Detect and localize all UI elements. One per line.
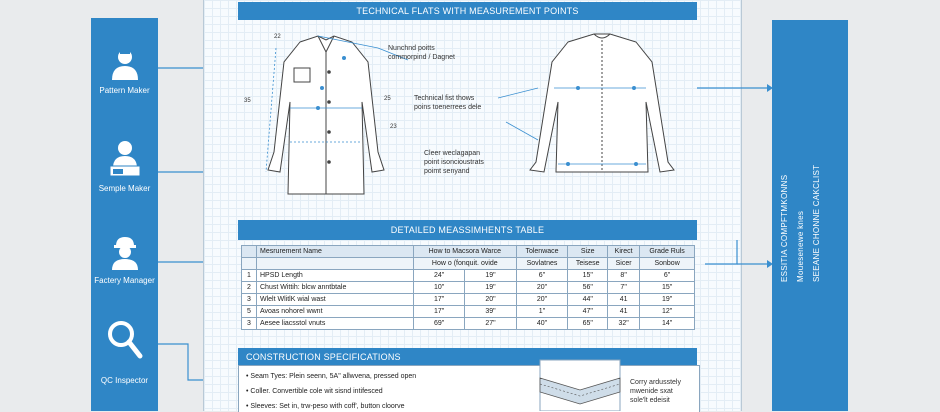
- table-header-cell: How to Macsora Warce: [414, 246, 517, 258]
- flats-note-3: Cleer weclagapan point isoncioustrats poimt senyand: [424, 150, 484, 175]
- role-label: QC Inspector: [100, 376, 149, 385]
- table-cell: Avoas nohorel wwnt: [257, 306, 414, 318]
- table-cell: 41: [608, 294, 640, 306]
- pattern-maker-icon: [110, 48, 140, 80]
- role-label: Factery Manager: [94, 276, 155, 285]
- table-cell: 8": [608, 270, 640, 282]
- construction-title: CONSTRUCTION SPECIFICATIONS: [238, 348, 697, 366]
- sample-maker-icon: [109, 140, 141, 178]
- table-header-row: [242, 246, 695, 258]
- table-row: [242, 270, 695, 282]
- table-header-cell: Grade Ruls: [640, 246, 695, 258]
- table-row: [242, 294, 695, 306]
- table-header-cell: Mesrurement Name: [257, 246, 414, 258]
- table-cell: 2: [242, 282, 257, 294]
- flats-note-1: Nunchnd poitts commorpind / Dagnet: [388, 45, 455, 61]
- num-header: [242, 246, 257, 258]
- table-cell: 6": [640, 270, 695, 282]
- table-cell: Wlelt WlitlK wial wast: [257, 294, 414, 306]
- factory-manager-icon: [110, 234, 140, 270]
- point-label: 22: [274, 34, 281, 40]
- table-subheader-cell: How o (fonquit. ovide: [414, 258, 517, 270]
- table-row: [242, 318, 695, 330]
- table-cell: 6": [516, 270, 568, 282]
- table-cell: 24": [414, 270, 465, 282]
- measurement-table: [241, 245, 695, 330]
- table-cell: 20": [516, 282, 568, 294]
- bullet-text: Sleeves: Set in, trw-peso with coff', button cloorve: [250, 403, 405, 410]
- construction-bullet: • Seam Tyes: Plein seenn, 5A" allwvena, pressed open: [246, 373, 417, 380]
- table-cell: 15": [568, 270, 608, 282]
- table-cell: 1: [242, 270, 257, 282]
- checklist-line-1: ESSITIA COMPFTMKONNS: [780, 174, 789, 282]
- table-cell: Aesee liacsstol vnuts: [257, 318, 414, 330]
- front-shirt-flat: [268, 36, 384, 194]
- essential-checklist-panel: [772, 20, 848, 411]
- construction-bullet: • Coller. Convertible cole wit sisnd intifesced: [246, 388, 383, 395]
- role-label: Semple Maker: [98, 184, 151, 193]
- table-cell: 39": [465, 306, 516, 318]
- table-header-cell: Kirect: [608, 246, 640, 258]
- magnifier-icon: [107, 320, 143, 362]
- table-cell: 17": [414, 306, 465, 318]
- table-cell: 12": [640, 306, 695, 318]
- table-cell: 19": [465, 282, 516, 294]
- table-subheader-cell: Sovlatnes: [516, 258, 568, 270]
- role-factory-manager[interactable]: [91, 234, 158, 285]
- table-cell: Chust Wittih: blcw anntbtale: [257, 282, 414, 294]
- flats-note-2: Technical fist thows poins toenerrees dele: [414, 95, 482, 111]
- bullet-text: Seam Tyes: Plein seenn, 5A" allwvena, pressed open: [250, 373, 417, 380]
- table-cell: 19": [640, 294, 695, 306]
- construction-bullet: • Sleeves: Set in, trw-peso with coff', button cloorve: [246, 403, 405, 410]
- table-subheader-cell: Sonbow: [640, 258, 695, 270]
- table-cell: 10": [414, 282, 465, 294]
- table-cell: 5: [242, 306, 257, 318]
- table-cell: 65": [568, 318, 608, 330]
- table-row: [242, 282, 695, 294]
- table-cell: HPSD Length: [257, 270, 414, 282]
- point-label: 35: [244, 98, 251, 104]
- table-cell: 3: [242, 318, 257, 330]
- seam-diagram: [538, 358, 622, 411]
- table-cell: 32": [608, 318, 640, 330]
- table-cell: 7": [608, 282, 640, 294]
- table-cell: 20": [516, 294, 568, 306]
- empty-cell: [257, 258, 414, 270]
- table-cell: 14": [640, 318, 695, 330]
- table-cell: 3: [242, 294, 257, 306]
- table-cell: 27": [465, 318, 516, 330]
- shirt-flats: [238, 22, 698, 216]
- back-shirt-flat: [530, 34, 674, 172]
- right-connectors: [697, 0, 777, 411]
- table-cell: 20": [465, 294, 516, 306]
- bullet-text: Coller. Convertible cole wit sisnd intifesced: [250, 388, 383, 395]
- construction-note: Corry ardusstely mwenide sxat sole'lt edeisit: [630, 379, 681, 404]
- table-cell: 19": [465, 270, 516, 282]
- point-label: 25: [384, 96, 391, 102]
- table-cell: 17": [414, 294, 465, 306]
- role-label: Pattern Maker: [99, 86, 150, 95]
- table-subheader-cell: Sicer: [608, 258, 640, 270]
- point-label: 23: [390, 124, 397, 130]
- table-subheader-cell: Teisese: [568, 258, 608, 270]
- role-sample-maker[interactable]: [91, 140, 158, 193]
- checklist-line-3: SEEANE CHONNE CAKCLIST: [812, 164, 821, 282]
- table-cell: 15": [640, 282, 695, 294]
- role-sidebar: [91, 18, 158, 411]
- role-qc-inspector[interactable]: [91, 320, 158, 385]
- flats-title: TECHNICAL FLATS WITH MEASUREMENT POINTS: [238, 2, 697, 20]
- table-cell: 40": [516, 318, 568, 330]
- table-cell: 44": [568, 294, 608, 306]
- table-cell: 1": [516, 306, 568, 318]
- table-header-cell: Size: [568, 246, 608, 258]
- table-cell: 41: [608, 306, 640, 318]
- table-cell: 56": [568, 282, 608, 294]
- table-header-cell: Tolenwace: [516, 246, 568, 258]
- table-cell: 69": [414, 318, 465, 330]
- table-row: [242, 306, 695, 318]
- checklist-line-2: Mouesenewe knes: [796, 210, 805, 282]
- table-title: DETAILED MEASSIMHENTS TABLE: [238, 220, 697, 240]
- table-subheader-row: [242, 258, 695, 270]
- empty-cell: [242, 258, 257, 270]
- role-pattern-maker[interactable]: [91, 48, 158, 95]
- table-cell: 47": [568, 306, 608, 318]
- table-body: [242, 270, 695, 330]
